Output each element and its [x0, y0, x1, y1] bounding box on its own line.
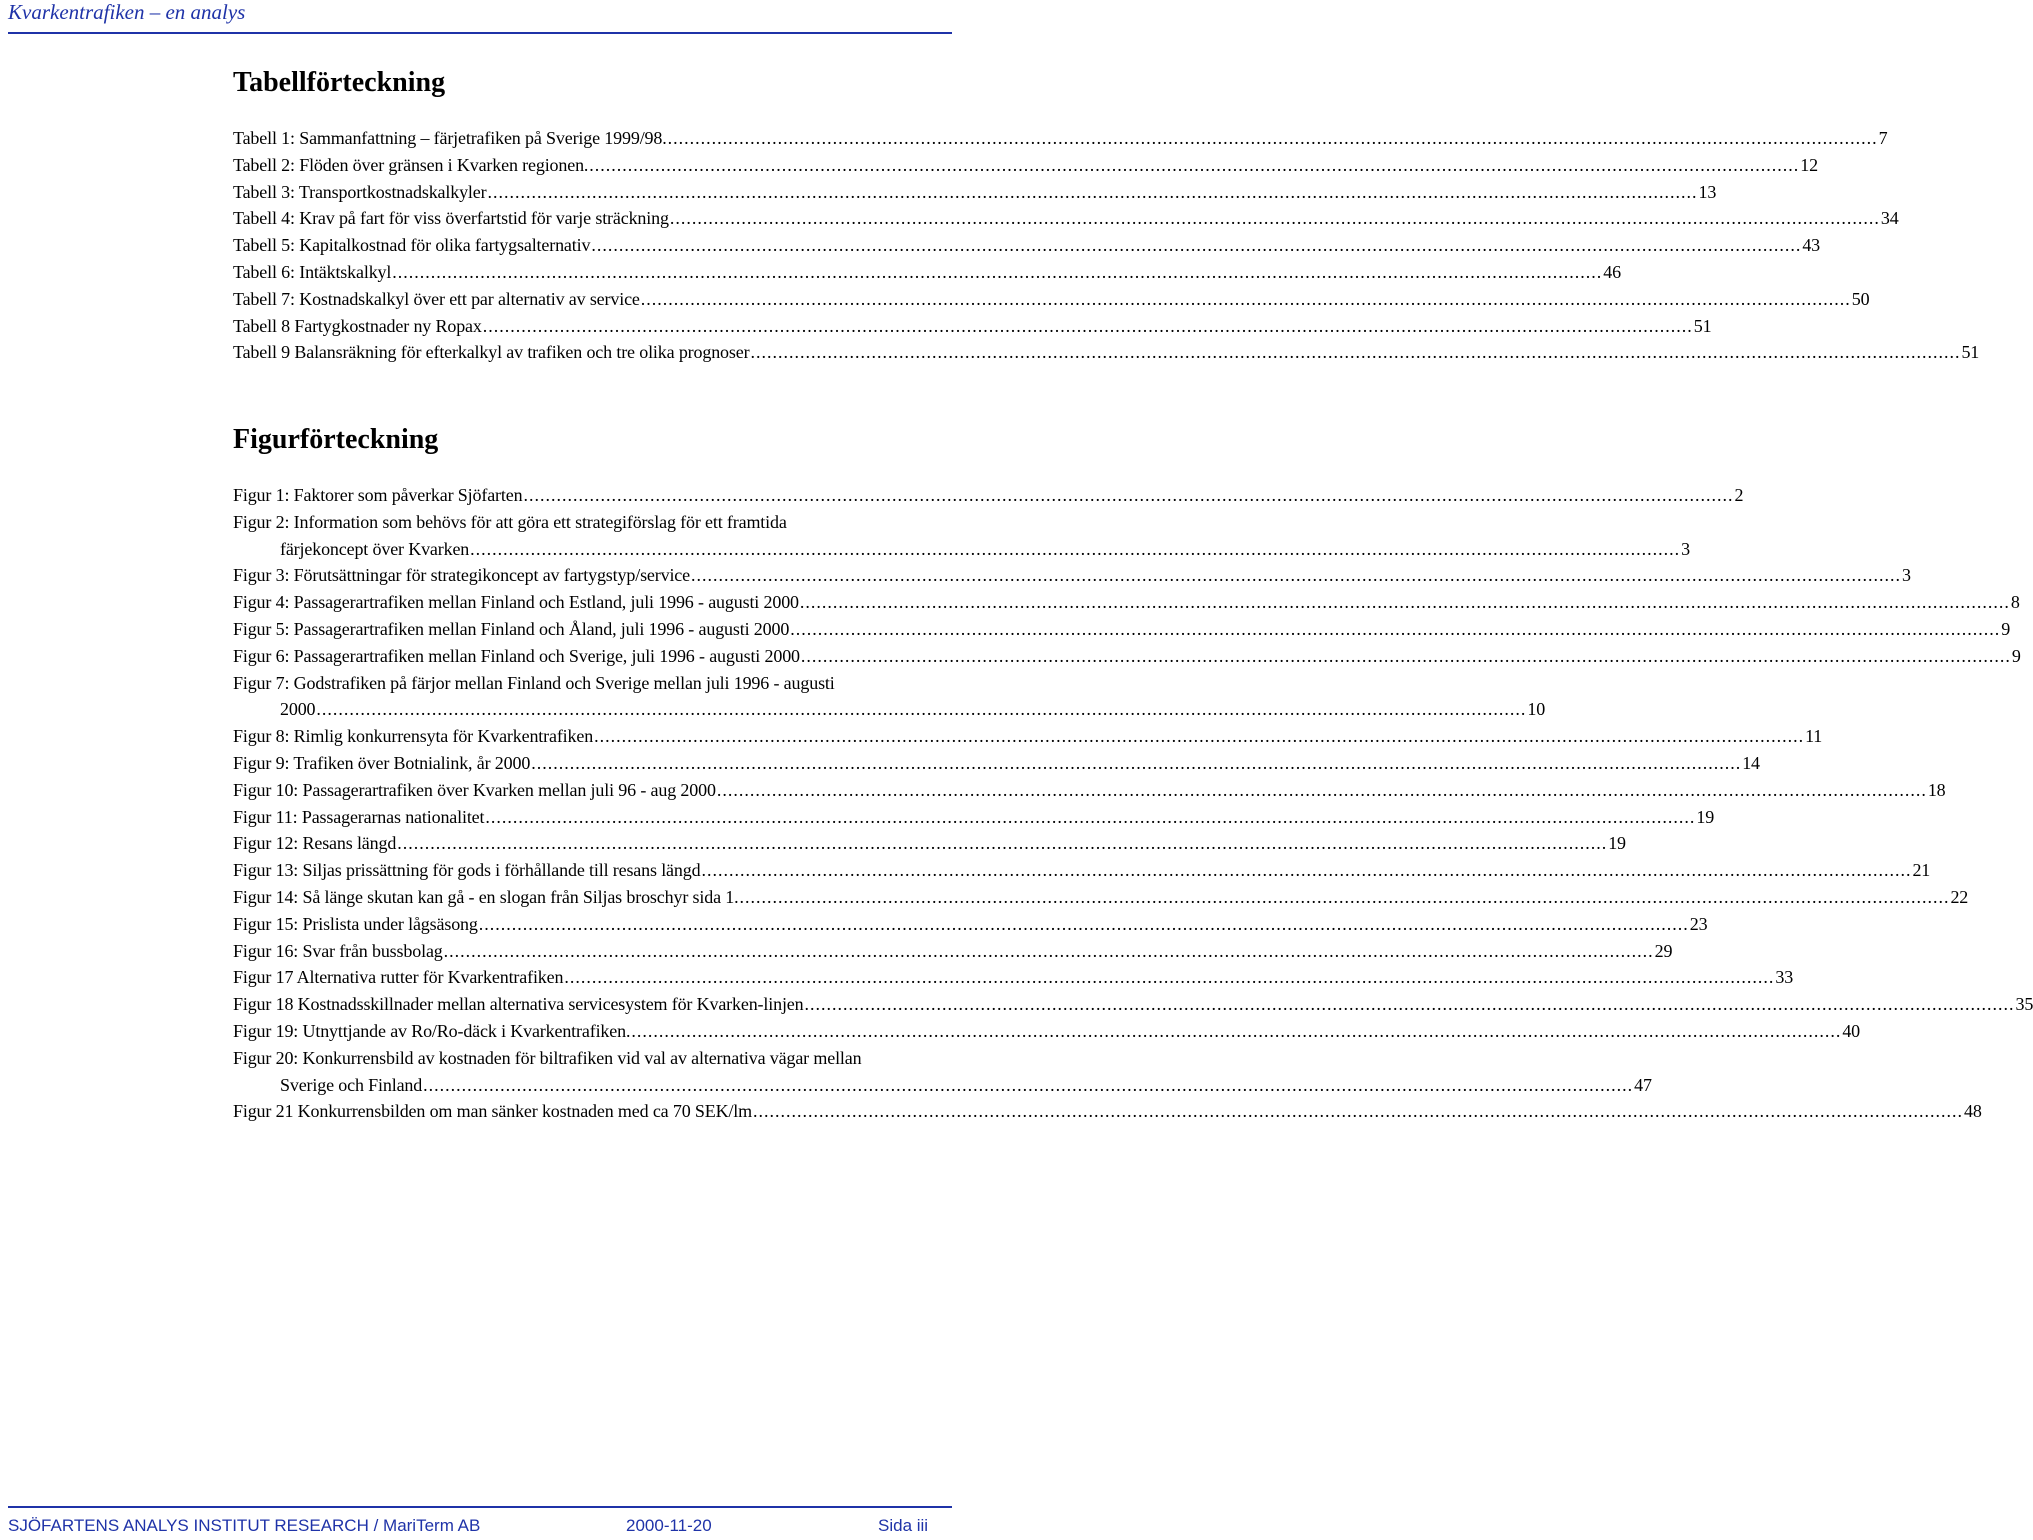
dot-leader: ............................................................................................................................................................................................................................: [392, 259, 1602, 286]
entry-title: Tabell 9 Balansräkning för efterkalkyl av trafiken och tre olika prognoser: [233, 339, 749, 366]
entry-title: Figur 5: Passagerartrafiken mellan Finland och Åland, juli 1996 - augusti 2000: [233, 616, 789, 643]
page-number: 19: [1696, 804, 1714, 831]
dot-leader: ............................................................................................................................................................................................................................: [564, 964, 1774, 991]
entry-title: Figur 16: Svar från bussbolag: [233, 938, 443, 965]
page-number: 3: [1681, 536, 1690, 563]
dot-leader: ............................................................................................................................................................................................................................: [717, 777, 1927, 804]
entry-title: Tabell 5: Kapitalkostnad för olika fartygsalternativ: [233, 232, 590, 259]
table-list-entry[interactable]: [233, 286, 951, 313]
figure-list-entry[interactable]: [233, 964, 951, 991]
figure-list-entry[interactable]: [233, 1045, 951, 1099]
figure-list-entry[interactable]: [233, 616, 951, 643]
entry-title: Figur 14: Så länge skutan kan gå - en slogan från Siljas broschyr sida 1.: [233, 884, 738, 911]
figure-list-entry[interactable]: [233, 830, 951, 857]
figure-list-entry[interactable]: [233, 804, 951, 831]
dot-leader: ............................................................................................................................................................................................................................: [750, 339, 1960, 366]
figure-list-entry[interactable]: [233, 938, 951, 965]
page-number: 48: [1964, 1098, 1982, 1125]
dot-leader: ............................................................................................................................................................................................................................: [753, 1098, 1963, 1125]
entry-title: Figur 9: Trafiken över Botnialink, år 2000: [233, 750, 530, 777]
table-list-entry[interactable]: [233, 179, 951, 206]
entry-title: Figur 19: Utnyttjande av Ro/Ro-däck i Kvarkentrafiken.: [233, 1018, 630, 1045]
dot-leader: ............................................................................................................................................................................................................................: [805, 991, 2015, 1018]
document-title: Kvarkentrafiken – en analys: [8, 0, 245, 24]
dot-leader: ............................................................................................................................................................................................................................: [470, 536, 1680, 563]
dot-leader: ............................................................................................................................................................................................................................: [423, 1072, 1633, 1099]
figure-list-entry[interactable]: [233, 589, 951, 616]
page-number: 10: [1527, 696, 1545, 723]
figure-list-entry[interactable]: [233, 509, 951, 563]
dot-leader: ............................................................................................................................................................................................................................: [631, 1018, 1841, 1045]
page-number: 35: [2016, 991, 2033, 1018]
entry-title: färjekoncept över Kvarken: [280, 536, 469, 563]
page-number: 18: [1928, 777, 1946, 804]
page-number: 8: [2011, 589, 2020, 616]
figure-list-entry[interactable]: [233, 991, 951, 1018]
dot-leader: ............................................................................................................................................................................................................................: [531, 750, 1741, 777]
page-number: 51: [1694, 313, 1712, 340]
page-number: 12: [1800, 152, 1818, 179]
entry-title: Figur 3: Förutsättningar för strategikoncept av fartygstyp/service: [233, 562, 690, 589]
entry-title: Tabell 4: Krav på fart för viss överfartstid för varje sträckning: [233, 205, 669, 232]
entry-title: Tabell 8 Fartygkostnader ny Ropax: [233, 313, 482, 340]
entry-title: Tabell 2: Flöden över gränsen i Kvarken regionen.: [233, 152, 588, 179]
entry-title: Figur 6: Passagerartrafiken mellan Finland och Sverige, juli 1996 - augusti 2000: [233, 643, 800, 670]
entry-title: Tabell 3: Transportkostnadskalkyler: [233, 179, 486, 206]
figure-list-entry[interactable]: [233, 911, 951, 938]
page-number: 13: [1698, 179, 1716, 206]
entry-title: Figur 4: Passagerartrafiken mellan Finland och Estland, juli 1996 - augusti 2000: [233, 589, 799, 616]
entry-title-first-line: Figur 20: Konkurrensbild av kostnaden för biltrafiken vid val av alternativa vägar mellan: [233, 1045, 951, 1072]
entry-title: Figur 8: Rimlig konkurrensyta för Kvarkentrafiken: [233, 723, 593, 750]
page-number: 2: [1734, 482, 1743, 509]
dot-leader: ............................................................................................................................................................................................................................: [668, 125, 1878, 152]
page-number: 43: [1802, 232, 1820, 259]
table-list-entry[interactable]: [233, 339, 951, 366]
entry-title: Figur 21 Konkurrensbilden om man sänker kostnaden med ca 70 SEK/lm: [233, 1098, 752, 1125]
figure-list-entry[interactable]: [233, 482, 951, 509]
entry-title: 2000: [280, 696, 315, 723]
page-number: 50: [1852, 286, 1870, 313]
page-number: 22: [1950, 884, 1968, 911]
table-list-entry[interactable]: [233, 313, 951, 340]
page-number: 9: [2012, 643, 2021, 670]
dot-leader: ............................................................................................................................................................................................................................: [670, 205, 1880, 232]
table-list-entry[interactable]: [233, 232, 951, 259]
table-list-entry[interactable]: [233, 125, 951, 152]
dot-leader: ............................................................................................................................................................................................................................: [485, 804, 1695, 831]
dot-leader: ............................................................................................................................................................................................................................: [641, 286, 1851, 313]
page-number: 21: [1912, 857, 1930, 884]
dot-leader: ............................................................................................................................................................................................................................: [444, 938, 1654, 965]
page-number: 3: [1902, 562, 1911, 589]
page-number: 47: [1634, 1072, 1652, 1099]
figure-list-entry[interactable]: [233, 857, 951, 884]
entry-title: Tabell 6: Intäktskalkyl: [233, 259, 391, 286]
page-number: 7: [1879, 125, 1888, 152]
page-footer: [8, 1506, 952, 1540]
dot-leader: ............................................................................................................................................................................................................................: [800, 589, 2010, 616]
footer-organization: SJÖFARTENS ANALYS INSTITUT RESEARCH / MariTerm AB: [8, 1516, 480, 1536]
figure-list-entry[interactable]: [233, 1098, 951, 1125]
entry-title-first-line: Figur 7: Godstrafiken på färjor mellan Finland och Sverige mellan juli 1996 - augusti: [233, 670, 951, 697]
figure-list-entry[interactable]: [233, 562, 951, 589]
table-list-entry[interactable]: [233, 259, 951, 286]
entry-title: Figur 13: Siljas prissättning för gods i förhållande till resans längd: [233, 857, 700, 884]
dot-leader: ............................................................................................................................................................................................................................: [479, 911, 1689, 938]
figure-list-entry[interactable]: [233, 750, 951, 777]
entry-title: Tabell 7: Kostnadskalkyl över ett par alternativ av service: [233, 286, 640, 313]
page-number: 40: [1842, 1018, 1860, 1045]
figure-list-entry[interactable]: [233, 884, 951, 911]
dot-leader: ............................................................................................................................................................................................................................: [397, 830, 1607, 857]
page-number: 23: [1690, 911, 1708, 938]
figure-list-entry[interactable]: [233, 643, 951, 670]
entry-title-first-line: Figur 2: Information som behövs för att göra ett strategiförslag för ett framtida: [233, 509, 951, 536]
table-list-entry[interactable]: [233, 152, 951, 179]
dot-leader: ............................................................................................................................................................................................................................: [594, 723, 1804, 750]
entry-title: Figur 15: Prislista under lågsäsong: [233, 911, 478, 938]
page-number: 51: [1961, 339, 1979, 366]
figures-list: [233, 482, 951, 1125]
entry-title: Figur 1: Faktorer som påverkar Sjöfarten: [233, 482, 522, 509]
page-number: 11: [1805, 723, 1822, 750]
dot-leader: ............................................................................................................................................................................................................................: [691, 562, 1901, 589]
dot-leader: ............................................................................................................................................................................................................................: [487, 179, 1697, 206]
footer-date: 2000-11-20: [626, 1516, 712, 1536]
table-of-figures: [233, 423, 951, 1125]
page-number: 19: [1608, 830, 1626, 857]
entry-title: Sverige och Finland: [280, 1072, 422, 1099]
dot-leader: ............................................................................................................................................................................................................................: [483, 313, 1693, 340]
entry-title: Figur 11: Passagerarnas nationalitet: [233, 804, 484, 831]
running-header: [8, 0, 952, 34]
page-number: 29: [1655, 938, 1673, 965]
dot-leader: ............................................................................................................................................................................................................................: [589, 152, 1799, 179]
entry-title: Tabell 1: Sammanfattning – färjetrafiken på Sverige 1999/98.: [233, 125, 667, 152]
entry-title: Figur 17 Alternativa rutter för Kvarkentrafiken: [233, 964, 563, 991]
dot-leader: ............................................................................................................................................................................................................................: [739, 884, 1949, 911]
figures-heading: Figurförteckning: [233, 423, 951, 457]
dot-leader: ............................................................................................................................................................................................................................: [790, 616, 2000, 643]
dot-leader: ............................................................................................................................................................................................................................: [591, 232, 1801, 259]
page-number: 33: [1775, 964, 1793, 991]
figure-list-entry[interactable]: [233, 723, 951, 750]
table-of-tables: [233, 66, 951, 366]
table-list-entry[interactable]: [233, 205, 951, 232]
page-number: 14: [1742, 750, 1760, 777]
dot-leader: ............................................................................................................................................................................................................................: [801, 643, 2011, 670]
dot-leader: ............................................................................................................................................................................................................................: [316, 696, 1526, 723]
tables-heading: Tabellförteckning: [233, 66, 951, 100]
entry-title: Figur 18 Kostnadsskillnader mellan alternativa servicesystem för Kvarken-linjen: [233, 991, 804, 1018]
footer-page-label: Sida iii: [878, 1516, 928, 1536]
dot-leader: ............................................................................................................................................................................................................................: [701, 857, 1911, 884]
page-number: 9: [2001, 616, 2010, 643]
entry-title: Figur 12: Resans längd: [233, 830, 396, 857]
figure-list-entry[interactable]: [233, 777, 951, 804]
figure-list-entry[interactable]: [233, 670, 951, 724]
figure-list-entry[interactable]: [233, 1018, 951, 1045]
dot-leader: ............................................................................................................................................................................................................................: [523, 482, 1733, 509]
page-number: 34: [1881, 205, 1899, 232]
tables-list: [233, 125, 951, 366]
entry-title: Figur 10: Passagerartrafiken över Kvarken mellan juli 96 - aug 2000: [233, 777, 716, 804]
page-number: 46: [1603, 259, 1621, 286]
